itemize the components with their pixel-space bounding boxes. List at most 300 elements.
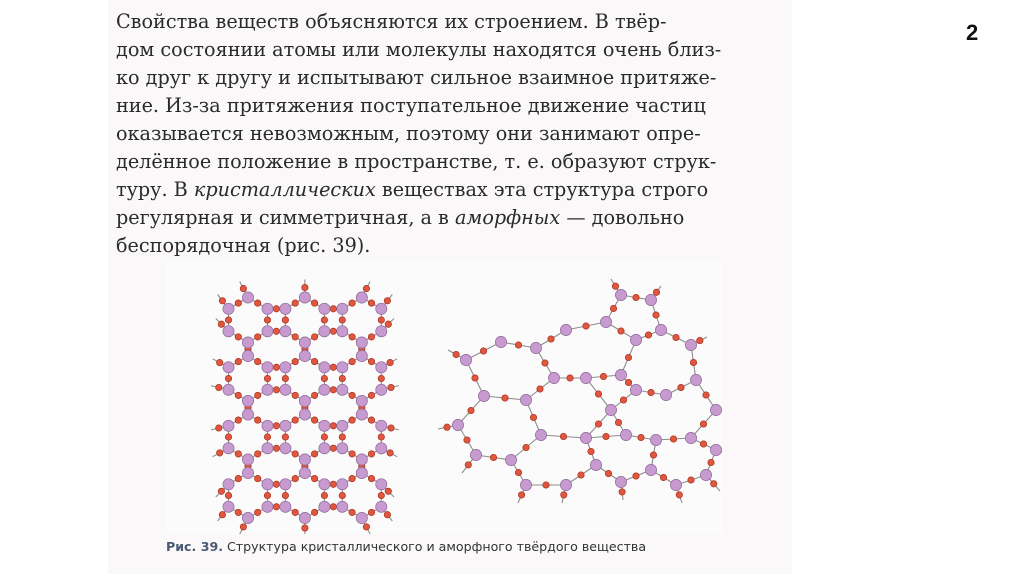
small-atom bbox=[567, 375, 573, 381]
small-atom bbox=[703, 392, 709, 398]
large-atom bbox=[280, 362, 291, 373]
small-atom bbox=[273, 328, 279, 334]
small-atom bbox=[660, 474, 666, 480]
small-atom bbox=[311, 475, 317, 481]
small-atom bbox=[330, 306, 336, 312]
small-atom bbox=[240, 524, 246, 530]
large-atom bbox=[337, 303, 348, 314]
large-atom bbox=[242, 409, 253, 420]
large-atom bbox=[670, 479, 681, 490]
text-run: оказывается невозможным, поэтому они занимают опре- bbox=[116, 122, 701, 145]
large-atom bbox=[520, 394, 531, 405]
small-atom bbox=[217, 359, 223, 365]
large-atom bbox=[615, 476, 626, 487]
small-atom bbox=[363, 285, 369, 291]
large-atom bbox=[376, 384, 387, 395]
large-atom bbox=[376, 501, 387, 512]
small-atom bbox=[349, 358, 355, 364]
small-atom bbox=[330, 328, 336, 334]
large-atom bbox=[356, 467, 367, 478]
large-atom bbox=[548, 372, 559, 383]
small-atom bbox=[515, 342, 521, 348]
large-atom bbox=[223, 384, 234, 395]
large-atom bbox=[280, 384, 291, 395]
small-atom bbox=[292, 300, 298, 306]
small-atom bbox=[676, 492, 682, 498]
figure-caption-text: Структура кристаллического и аморфного твёрдого вещества bbox=[223, 539, 647, 554]
large-atom bbox=[299, 350, 310, 361]
small-atom bbox=[255, 392, 261, 398]
small-atom bbox=[645, 332, 651, 338]
small-atom bbox=[700, 421, 706, 427]
large-atom bbox=[223, 303, 234, 314]
figure-39 bbox=[166, 260, 722, 534]
small-atom bbox=[321, 434, 327, 440]
small-atom bbox=[235, 334, 241, 340]
small-atom bbox=[330, 445, 336, 451]
large-atom bbox=[630, 384, 641, 395]
large-atom bbox=[655, 324, 666, 335]
large-atom bbox=[262, 420, 273, 431]
small-atom bbox=[235, 509, 241, 515]
small-atom bbox=[321, 375, 327, 381]
small-atom bbox=[673, 334, 679, 340]
large-atom bbox=[356, 350, 367, 361]
small-atom bbox=[235, 417, 241, 423]
small-atom bbox=[311, 509, 317, 515]
large-atom bbox=[520, 479, 531, 490]
large-atom bbox=[223, 501, 234, 512]
large-atom bbox=[337, 384, 348, 395]
large-atom bbox=[223, 420, 234, 431]
small-atom bbox=[678, 384, 684, 390]
small-atom bbox=[468, 407, 474, 413]
small-atom bbox=[235, 451, 241, 457]
large-atom bbox=[337, 501, 348, 512]
small-atom bbox=[311, 451, 317, 457]
small-atom bbox=[378, 492, 384, 498]
large-atom bbox=[280, 501, 291, 512]
small-atom bbox=[255, 475, 261, 481]
text-run: регулярная и симметричная, а в bbox=[116, 206, 455, 229]
small-atom bbox=[264, 492, 270, 498]
large-atom bbox=[280, 479, 291, 490]
large-atom bbox=[505, 454, 516, 465]
large-atom bbox=[319, 443, 330, 454]
small-atom bbox=[708, 459, 714, 465]
small-atom bbox=[542, 360, 548, 366]
text-run: ние. Из-за притяжения поступательное движение частиц bbox=[116, 94, 706, 117]
large-atom bbox=[337, 443, 348, 454]
large-atom bbox=[280, 443, 291, 454]
small-atom bbox=[464, 437, 470, 443]
small-atom bbox=[349, 300, 355, 306]
small-atom bbox=[610, 305, 616, 311]
large-atom bbox=[319, 479, 330, 490]
small-atom bbox=[330, 387, 336, 393]
small-atom bbox=[282, 317, 288, 323]
large-atom bbox=[478, 390, 489, 401]
large-atom bbox=[242, 395, 253, 406]
small-atom bbox=[339, 492, 345, 498]
small-atom bbox=[615, 419, 621, 425]
small-atom bbox=[302, 284, 308, 290]
small-atom bbox=[349, 509, 355, 515]
small-atom bbox=[388, 384, 394, 390]
figure-caption bbox=[166, 539, 646, 554]
small-atom bbox=[472, 375, 478, 381]
small-atom bbox=[543, 482, 549, 488]
large-atom bbox=[376, 326, 387, 337]
small-atom bbox=[378, 434, 384, 440]
paragraph-line bbox=[116, 92, 776, 120]
small-atom bbox=[255, 300, 261, 306]
large-atom bbox=[470, 449, 481, 460]
small-atom bbox=[368, 451, 374, 457]
small-atom bbox=[595, 421, 601, 427]
small-atom bbox=[292, 475, 298, 481]
small-atom bbox=[218, 321, 224, 327]
small-atom bbox=[330, 481, 336, 487]
small-atom bbox=[385, 488, 391, 494]
small-atom bbox=[216, 384, 222, 390]
small-atom bbox=[339, 434, 345, 440]
large-atom bbox=[605, 404, 616, 415]
small-atom bbox=[388, 425, 394, 431]
small-atom bbox=[368, 358, 374, 364]
small-atom bbox=[561, 492, 567, 498]
large-atom bbox=[262, 362, 273, 373]
large-atom bbox=[223, 326, 234, 337]
large-atom bbox=[337, 420, 348, 431]
small-atom bbox=[697, 337, 703, 343]
large-atom bbox=[376, 303, 387, 314]
small-atom bbox=[502, 395, 508, 401]
small-atom bbox=[363, 524, 369, 530]
small-atom bbox=[273, 445, 279, 451]
large-atom bbox=[630, 334, 641, 345]
small-atom bbox=[282, 492, 288, 498]
italic-term: кристаллических bbox=[193, 178, 376, 201]
small-atom bbox=[235, 300, 241, 306]
large-atom bbox=[660, 389, 671, 400]
large-atom bbox=[645, 294, 656, 305]
large-atom bbox=[376, 443, 387, 454]
large-atom bbox=[376, 479, 387, 490]
small-atom bbox=[330, 423, 336, 429]
small-atom bbox=[217, 450, 223, 456]
small-atom bbox=[619, 489, 625, 495]
small-atom bbox=[225, 434, 231, 440]
small-atom bbox=[618, 328, 624, 334]
paragraph-line bbox=[116, 204, 776, 232]
small-atom bbox=[600, 373, 606, 379]
small-atom bbox=[321, 492, 327, 498]
large-atom bbox=[356, 454, 367, 465]
small-atom bbox=[255, 451, 261, 457]
slide-number: 2 bbox=[966, 20, 979, 45]
small-atom bbox=[282, 375, 288, 381]
small-atom bbox=[292, 451, 298, 457]
small-atom bbox=[633, 473, 639, 479]
large-atom bbox=[223, 479, 234, 490]
large-atom bbox=[615, 369, 626, 380]
large-atom bbox=[460, 354, 471, 365]
body-paragraph bbox=[116, 8, 776, 260]
small-atom bbox=[700, 441, 706, 447]
italic-term: аморфных bbox=[454, 206, 561, 229]
large-atom bbox=[242, 337, 253, 348]
small-atom bbox=[330, 504, 336, 510]
small-atom bbox=[255, 334, 261, 340]
text-run: дом состоянии атомы или молекулы находятся очень близ- bbox=[116, 38, 722, 61]
large-atom bbox=[319, 326, 330, 337]
large-atom bbox=[690, 374, 701, 385]
large-atom bbox=[262, 479, 273, 490]
paragraph-line bbox=[116, 64, 776, 92]
large-atom bbox=[280, 303, 291, 314]
small-atom bbox=[255, 358, 261, 364]
large-atom bbox=[580, 432, 591, 443]
paragraph-line bbox=[116, 8, 776, 36]
large-atom bbox=[242, 512, 253, 523]
small-atom bbox=[225, 375, 231, 381]
small-atom bbox=[302, 525, 308, 531]
small-atom bbox=[480, 348, 486, 354]
large-atom bbox=[262, 501, 273, 512]
text-run: Свойства веществ объясняются их строением. В твёр- bbox=[116, 10, 667, 33]
large-atom bbox=[280, 420, 291, 431]
small-atom bbox=[321, 317, 327, 323]
large-atom bbox=[299, 454, 310, 465]
small-atom bbox=[368, 392, 374, 398]
small-atom bbox=[255, 509, 261, 515]
small-atom bbox=[387, 359, 393, 365]
small-atom bbox=[368, 475, 374, 481]
structure-illustration bbox=[166, 260, 722, 534]
text-run: делённое положение в пространстве, т. е. образуют струк- bbox=[116, 150, 717, 173]
small-atom bbox=[650, 452, 656, 458]
large-atom bbox=[700, 469, 711, 480]
small-atom bbox=[349, 417, 355, 423]
large-atom bbox=[356, 409, 367, 420]
small-atom bbox=[273, 364, 279, 370]
large-atom bbox=[262, 326, 273, 337]
small-atom bbox=[625, 354, 631, 360]
small-atom bbox=[638, 434, 644, 440]
small-atom bbox=[264, 434, 270, 440]
small-atom bbox=[368, 334, 374, 340]
small-atom bbox=[273, 306, 279, 312]
small-atom bbox=[292, 392, 298, 398]
large-atom bbox=[299, 292, 310, 303]
small-atom bbox=[311, 358, 317, 364]
text-run: — довольно bbox=[560, 206, 685, 229]
small-atom bbox=[282, 434, 288, 440]
large-atom bbox=[376, 420, 387, 431]
large-atom bbox=[223, 443, 234, 454]
large-atom bbox=[280, 326, 291, 337]
small-atom bbox=[255, 417, 261, 423]
small-atom bbox=[235, 358, 241, 364]
small-atom bbox=[688, 477, 694, 483]
large-atom bbox=[376, 362, 387, 373]
large-atom bbox=[319, 420, 330, 431]
large-atom bbox=[337, 326, 348, 337]
small-atom bbox=[292, 417, 298, 423]
figure-caption-label: Рис. 39. bbox=[166, 539, 223, 554]
large-atom bbox=[319, 384, 330, 395]
paragraph-line bbox=[116, 36, 776, 64]
small-atom bbox=[612, 283, 618, 289]
small-atom bbox=[292, 509, 298, 515]
small-atom bbox=[225, 492, 231, 498]
small-atom bbox=[339, 317, 345, 323]
small-atom bbox=[490, 454, 496, 460]
large-atom bbox=[262, 443, 273, 454]
large-atom bbox=[223, 362, 234, 373]
small-atom bbox=[523, 444, 529, 450]
small-atom bbox=[292, 334, 298, 340]
text-run: веществах эта структура строго bbox=[375, 178, 709, 201]
large-atom bbox=[242, 292, 253, 303]
small-atom bbox=[378, 317, 384, 323]
small-atom bbox=[530, 414, 536, 420]
large-atom bbox=[242, 350, 253, 361]
small-atom bbox=[264, 375, 270, 381]
small-atom bbox=[515, 469, 521, 475]
large-atom bbox=[452, 419, 463, 430]
small-atom bbox=[273, 423, 279, 429]
large-atom bbox=[650, 434, 661, 445]
small-atom bbox=[385, 321, 391, 327]
small-atom bbox=[653, 312, 659, 318]
small-atom bbox=[465, 462, 471, 468]
small-atom bbox=[218, 488, 224, 494]
small-atom bbox=[368, 300, 374, 306]
small-atom bbox=[339, 375, 345, 381]
large-atom bbox=[685, 432, 696, 443]
small-atom bbox=[219, 298, 225, 304]
large-atom bbox=[262, 303, 273, 314]
large-atom bbox=[645, 464, 656, 475]
small-atom bbox=[648, 389, 654, 395]
small-atom bbox=[273, 387, 279, 393]
small-atom bbox=[264, 317, 270, 323]
large-atom bbox=[299, 512, 310, 523]
large-atom bbox=[337, 479, 348, 490]
small-atom bbox=[311, 300, 317, 306]
small-atom bbox=[378, 375, 384, 381]
small-atom bbox=[311, 417, 317, 423]
large-atom bbox=[337, 362, 348, 373]
small-atom bbox=[633, 294, 639, 300]
small-atom bbox=[330, 364, 336, 370]
small-atom bbox=[384, 298, 390, 304]
small-atom bbox=[368, 509, 374, 515]
small-atom bbox=[690, 359, 696, 365]
small-atom bbox=[216, 425, 222, 431]
small-atom bbox=[292, 358, 298, 364]
text-run: ко друг к другу и испытывают сильное взаимное притяже- bbox=[116, 66, 717, 89]
small-atom bbox=[387, 450, 393, 456]
small-atom bbox=[595, 391, 601, 397]
large-atom bbox=[262, 384, 273, 395]
large-atom bbox=[319, 303, 330, 314]
small-atom bbox=[384, 512, 390, 518]
small-atom bbox=[311, 334, 317, 340]
small-atom bbox=[311, 392, 317, 398]
large-atom bbox=[615, 289, 626, 300]
large-atom bbox=[319, 362, 330, 373]
large-atom bbox=[299, 395, 310, 406]
paragraph-line bbox=[116, 232, 776, 260]
large-atom bbox=[356, 337, 367, 348]
small-atom bbox=[560, 433, 566, 439]
large-atom bbox=[356, 292, 367, 303]
small-atom bbox=[349, 451, 355, 457]
paragraph-line bbox=[116, 148, 776, 176]
paragraph-line bbox=[116, 120, 776, 148]
large-atom bbox=[560, 479, 571, 490]
large-atom bbox=[560, 324, 571, 335]
large-atom bbox=[600, 316, 611, 327]
large-atom bbox=[299, 409, 310, 420]
small-atom bbox=[235, 392, 241, 398]
small-atom bbox=[578, 472, 584, 478]
large-atom bbox=[530, 342, 541, 353]
large-atom bbox=[495, 336, 506, 347]
small-atom bbox=[273, 481, 279, 487]
large-atom bbox=[685, 339, 696, 350]
small-atom bbox=[240, 285, 246, 291]
large-atom bbox=[356, 512, 367, 523]
small-atom bbox=[219, 512, 225, 518]
small-atom bbox=[588, 448, 594, 454]
small-atom bbox=[453, 351, 459, 357]
small-atom bbox=[349, 475, 355, 481]
small-atom bbox=[444, 424, 450, 430]
large-atom bbox=[620, 429, 631, 440]
large-atom bbox=[580, 372, 591, 383]
large-atom bbox=[590, 459, 601, 470]
large-atom bbox=[535, 429, 546, 440]
large-atom bbox=[356, 395, 367, 406]
small-atom bbox=[653, 289, 659, 295]
small-atom bbox=[625, 379, 631, 385]
small-atom bbox=[620, 397, 626, 403]
large-atom bbox=[299, 467, 310, 478]
small-atom bbox=[518, 492, 524, 498]
small-atom bbox=[349, 392, 355, 398]
large-atom bbox=[299, 337, 310, 348]
text-run: беспорядочная (рис. 39). bbox=[116, 234, 371, 257]
small-atom bbox=[225, 317, 231, 323]
small-atom bbox=[273, 504, 279, 510]
small-atom bbox=[670, 436, 676, 442]
small-atom bbox=[368, 417, 374, 423]
small-atom bbox=[711, 481, 717, 487]
large-atom bbox=[710, 444, 721, 455]
small-atom bbox=[349, 334, 355, 340]
small-atom bbox=[537, 386, 543, 392]
text-run: туру. В bbox=[116, 178, 194, 201]
small-atom bbox=[603, 433, 609, 439]
large-atom bbox=[319, 501, 330, 512]
large-atom bbox=[242, 467, 253, 478]
small-atom bbox=[605, 470, 611, 476]
small-atom bbox=[583, 323, 589, 329]
